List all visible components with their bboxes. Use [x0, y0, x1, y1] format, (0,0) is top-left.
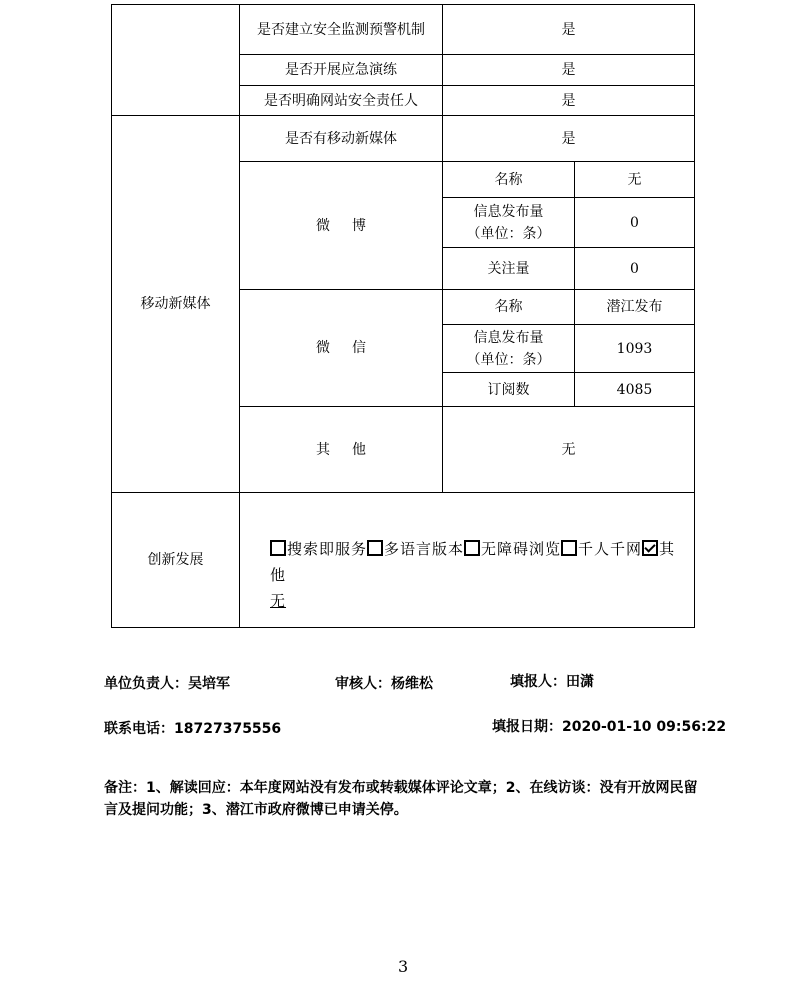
other-value: 无: [442, 406, 695, 493]
option-label: 多语言版本: [384, 540, 465, 558]
innovation-options: [270, 536, 690, 614]
row-label: 是否有移动新媒体: [239, 115, 443, 162]
option-search[interactable]: [270, 540, 367, 558]
other-label: 其他: [239, 406, 443, 493]
weibo-label: 微博: [239, 161, 443, 290]
option-label: 搜索即服务: [287, 540, 368, 558]
label: 信息发布量（单位：条）: [466, 203, 551, 242]
checked-checkbox-icon[interactable]: [642, 540, 658, 556]
option-label: 无障碍浏览: [481, 540, 562, 558]
checkbox-icon[interactable]: [464, 540, 480, 556]
row-value: 是: [442, 4, 695, 55]
weibo-value: 0: [574, 197, 695, 248]
row-label: 是否明确网站安全责任人: [239, 85, 443, 116]
filler: 填报人：田潇: [510, 674, 594, 690]
weibo-value: 0: [574, 247, 695, 290]
remarks: 备注：1、解读回应：本年度网站没有发布或转载媒体评论文章；2、在线访谈：没有开放网民留言及提问功能；3、潜江市政府微博已申请关停。: [104, 780, 698, 818]
fill-date: 填报日期：2020-01-10 09:56:22: [492, 719, 727, 735]
label: 是否建立安全监测预警机制: [257, 21, 425, 38]
checkbox-icon[interactable]: [561, 540, 577, 556]
section-innovation: 创新发展: [111, 492, 240, 628]
phone: 联系电话：18727375556: [104, 721, 282, 737]
reviewer: 审核人：杨维松: [335, 676, 433, 692]
empty-cell: [111, 4, 240, 116]
wechat-value: 潜江发布: [574, 289, 695, 325]
weibo-key: [442, 197, 575, 248]
wechat-key: 订阅数: [442, 372, 575, 407]
other-text: 无: [270, 592, 287, 610]
option-label: 千人千网: [578, 540, 643, 558]
option-accessibility[interactable]: [464, 540, 561, 558]
leader: 单位负责人：吴培军: [104, 676, 230, 692]
wechat-label: 微信: [239, 289, 443, 407]
row-value: 是: [442, 54, 695, 86]
section-media: 移动新媒体: [111, 115, 240, 493]
label: 信息发布量（单位：条）: [466, 329, 551, 368]
row-value: 是: [442, 115, 695, 162]
weibo-key: 关注量: [442, 247, 575, 290]
wechat-value: 4085: [574, 372, 695, 407]
page-number: 3: [398, 957, 409, 976]
weibo-key: 名称: [442, 161, 575, 198]
checkbox-icon[interactable]: [367, 540, 383, 556]
row-label: [239, 4, 443, 55]
wechat-key: 名称: [442, 289, 575, 325]
row-value: 是: [442, 85, 695, 116]
wechat-key: [442, 324, 575, 373]
option-personalized[interactable]: [561, 540, 642, 558]
weibo-value: 无: [574, 161, 695, 198]
option-label: 其他: [270, 540, 676, 584]
option-multilang[interactable]: [367, 540, 464, 558]
wechat-value: 1093: [574, 324, 695, 373]
row-label: 是否开展应急演练: [239, 54, 443, 86]
checkbox-icon[interactable]: [270, 540, 286, 556]
